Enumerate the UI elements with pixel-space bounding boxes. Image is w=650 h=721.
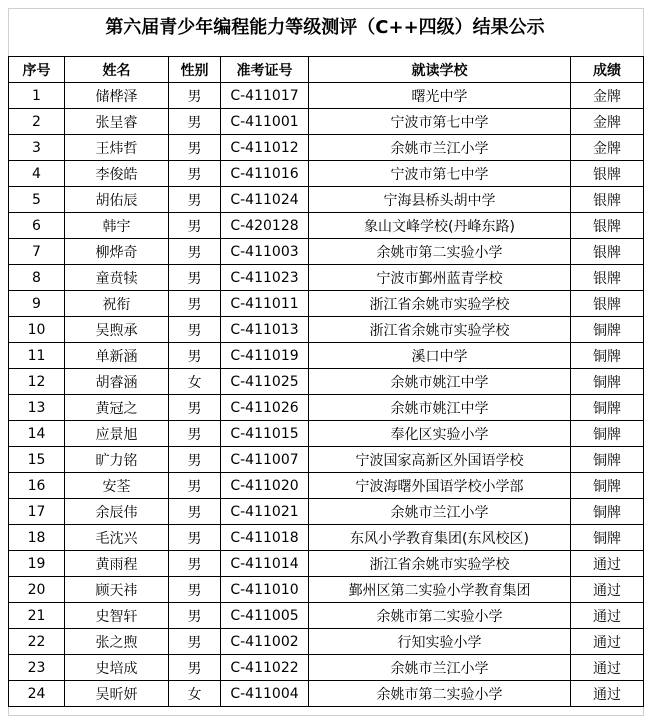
table-row [9,681,644,707]
cell-school: 浙江省余姚市实验学校 [309,291,571,317]
table-row [9,83,644,109]
cell-result: 金牌 [571,83,644,109]
cell-name: 余辰伟 [65,499,169,525]
cell-school: 宁波市鄞州蓝青学校 [309,265,571,291]
cell-result: 铜牌 [571,447,644,473]
header-name: 姓名 [65,57,169,83]
table-row [9,525,644,551]
cell-school: 象山文峰学校(丹峰东路) [309,213,571,239]
cell-index: 8 [9,265,65,291]
cell-school: 余姚市兰江小学 [309,135,571,161]
cell-school: 余姚市第二实验小学 [309,681,571,707]
cell-gender: 男 [169,395,221,421]
cell-gender: 男 [169,447,221,473]
cell-ticket: C-411021 [221,499,309,525]
cell-school: 余姚市第二实验小学 [309,239,571,265]
cell-index: 16 [9,473,65,499]
cell-school: 东风小学教育集团(东风校区) [309,525,571,551]
cell-index: 2 [9,109,65,135]
cell-result: 通过 [571,551,644,577]
cell-gender: 男 [169,265,221,291]
table-row [9,629,644,655]
cell-index: 15 [9,447,65,473]
cell-result: 银牌 [571,265,644,291]
cell-name: 童贲犊 [65,265,169,291]
cell-gender: 女 [169,681,221,707]
cell-gender: 男 [169,239,221,265]
cell-ticket: C-411024 [221,187,309,213]
cell-index: 23 [9,655,65,681]
cell-school: 溪口中学 [309,343,571,369]
cell-school: 宁海县桥头胡中学 [309,187,571,213]
cell-index: 7 [9,239,65,265]
cell-name: 张呈睿 [65,109,169,135]
cell-result: 铜牌 [571,395,644,421]
cell-ticket: C-411018 [221,525,309,551]
cell-name: 吴昕妍 [65,681,169,707]
table-row [9,265,644,291]
cell-index: 17 [9,499,65,525]
cell-school: 余姚市姚江中学 [309,369,571,395]
cell-index: 11 [9,343,65,369]
cell-ticket: C-411001 [221,109,309,135]
cell-school: 浙江省余姚市实验学校 [309,317,571,343]
table-row [9,109,644,135]
cell-ticket: C-411022 [221,655,309,681]
cell-name: 张之煦 [65,629,169,655]
cell-gender: 男 [169,161,221,187]
cell-ticket: C-411013 [221,317,309,343]
cell-result: 铜牌 [571,317,644,343]
cell-name: 史培成 [65,655,169,681]
cell-ticket: C-411019 [221,343,309,369]
table-row [9,161,644,187]
cell-ticket: C-411002 [221,629,309,655]
table-row [9,187,644,213]
cell-name: 祝衔 [65,291,169,317]
cell-gender: 男 [169,577,221,603]
cell-index: 9 [9,291,65,317]
cell-index: 22 [9,629,65,655]
cell-index: 18 [9,525,65,551]
cell-ticket: C-411003 [221,239,309,265]
cell-name: 黄冠之 [65,395,169,421]
cell-name: 单新涵 [65,343,169,369]
cell-gender: 男 [169,551,221,577]
cell-gender: 男 [169,603,221,629]
cell-index: 19 [9,551,65,577]
cell-name: 韩宇 [65,213,169,239]
cell-gender: 男 [169,317,221,343]
cell-index: 10 [9,317,65,343]
cell-gender: 男 [169,187,221,213]
cell-ticket: C-411015 [221,421,309,447]
cell-ticket: C-411026 [221,395,309,421]
table-row [9,369,644,395]
cell-index: 21 [9,603,65,629]
cell-ticket: C-411011 [221,291,309,317]
cell-school: 行知实验小学 [309,629,571,655]
cell-gender: 男 [169,421,221,447]
cell-gender: 男 [169,525,221,551]
header-index: 序号 [9,57,65,83]
cell-school: 宁波国家高新区外国语学校 [309,447,571,473]
cell-school: 宁波市第七中学 [309,161,571,187]
cell-gender: 男 [169,629,221,655]
cell-name: 柳烨奇 [65,239,169,265]
cell-index: 13 [9,395,65,421]
cell-gender: 男 [169,291,221,317]
cell-gender: 女 [169,369,221,395]
table-row [9,499,644,525]
table-row [9,551,644,577]
table-row [9,577,644,603]
cell-index: 3 [9,135,65,161]
cell-result: 铜牌 [571,421,644,447]
cell-school: 浙江省余姚市实验学校 [309,551,571,577]
cell-school: 奉化区实验小学 [309,421,571,447]
cell-result: 铜牌 [571,525,644,551]
cell-ticket: C-420128 [221,213,309,239]
cell-index: 12 [9,369,65,395]
cell-name: 旷力铭 [65,447,169,473]
cell-index: 20 [9,577,65,603]
cell-index: 5 [9,187,65,213]
header-result: 成绩 [571,57,644,83]
cell-school: 宁波市第七中学 [309,109,571,135]
cell-ticket: C-411012 [221,135,309,161]
table-row [9,603,644,629]
cell-name: 吴煦承 [65,317,169,343]
cell-result: 通过 [571,603,644,629]
cell-school: 余姚市兰江小学 [309,655,571,681]
cell-result: 金牌 [571,109,644,135]
table-row [9,655,644,681]
cell-name: 史智轩 [65,603,169,629]
cell-gender: 男 [169,109,221,135]
cell-result: 银牌 [571,239,644,265]
cell-ticket: C-411017 [221,83,309,109]
results-table [8,56,644,707]
cell-result: 银牌 [571,291,644,317]
cell-name: 毛沈兴 [65,525,169,551]
cell-gender: 男 [169,83,221,109]
cell-name: 应景旭 [65,421,169,447]
cell-gender: 男 [169,135,221,161]
cell-ticket: C-411020 [221,473,309,499]
table-row [9,343,644,369]
cell-name: 胡睿涵 [65,369,169,395]
cell-name: 黄雨程 [65,551,169,577]
cell-ticket: C-411004 [221,681,309,707]
cell-result: 金牌 [571,135,644,161]
cell-school: 余姚市姚江中学 [309,395,571,421]
table-row [9,135,644,161]
table-row [9,447,644,473]
cell-result: 通过 [571,681,644,707]
cell-result: 银牌 [571,187,644,213]
cell-name: 安荃 [65,473,169,499]
cell-gender: 男 [169,213,221,239]
table-row [9,291,644,317]
cell-ticket: C-411014 [221,551,309,577]
table-row [9,317,644,343]
header-ticket: 准考证号 [221,57,309,83]
cell-name: 胡佑辰 [65,187,169,213]
table-body [9,83,644,707]
cell-result: 铜牌 [571,369,644,395]
cell-ticket: C-411016 [221,161,309,187]
table-row [9,421,644,447]
cell-school: 余姚市兰江小学 [309,499,571,525]
cell-result: 银牌 [571,213,644,239]
page-title: 第六届青少年编程能力等级测评（C++四级）结果公示 [105,17,545,38]
cell-name: 储桦泽 [65,83,169,109]
cell-gender: 男 [169,499,221,525]
cell-school: 曙光中学 [309,83,571,109]
cell-result: 通过 [571,577,644,603]
cell-result: 银牌 [571,161,644,187]
cell-ticket: C-411005 [221,603,309,629]
cell-result: 铜牌 [571,499,644,525]
cell-result: 铜牌 [571,343,644,369]
table-header-row [9,57,644,83]
table-row [9,473,644,499]
cell-index: 1 [9,83,65,109]
table-row [9,395,644,421]
cell-ticket: C-411010 [221,577,309,603]
table-row [9,239,644,265]
table-row [9,213,644,239]
cell-index: 14 [9,421,65,447]
cell-name: 王炜哲 [65,135,169,161]
cell-ticket: C-411007 [221,447,309,473]
cell-gender: 男 [169,343,221,369]
cell-name: 顾天祎 [65,577,169,603]
cell-school: 鄞州区第二实验小学教育集团 [309,577,571,603]
cell-index: 4 [9,161,65,187]
cell-school: 宁波海曙外国语学校小学部 [309,473,571,499]
cell-name: 李俊皓 [65,161,169,187]
cell-index: 24 [9,681,65,707]
cell-gender: 男 [169,655,221,681]
cell-index: 6 [9,213,65,239]
cell-gender: 男 [169,473,221,499]
cell-ticket: C-411023 [221,265,309,291]
cell-result: 通过 [571,629,644,655]
cell-school: 余姚市第二实验小学 [309,603,571,629]
cell-result: 铜牌 [571,473,644,499]
cell-result: 通过 [571,655,644,681]
cell-ticket: C-411025 [221,369,309,395]
header-gender: 性别 [169,57,221,83]
header-school: 就读学校 [309,57,571,83]
